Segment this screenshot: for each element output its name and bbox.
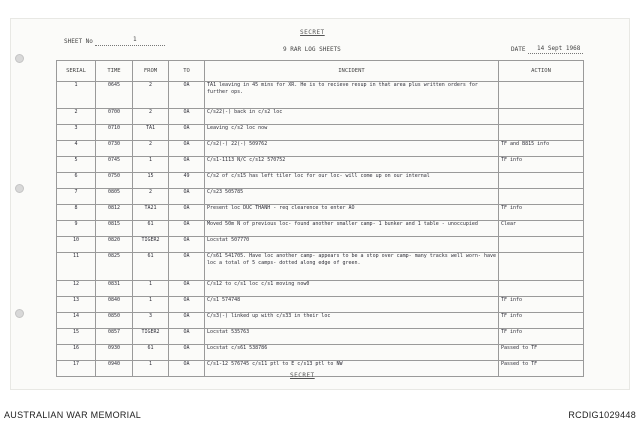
table-row <box>57 157 584 173</box>
incident-log-table <box>56 60 584 377</box>
table-row <box>57 329 584 345</box>
serial-cell: 6 <box>57 173 96 189</box>
table-row <box>57 125 584 141</box>
action-cell: Passed to TF <box>499 361 584 377</box>
serial-cell: 13 <box>57 297 96 313</box>
serial-cell: 11 <box>57 253 96 281</box>
from-cell: TA21 <box>133 205 169 221</box>
column-header-action: ACTION <box>499 61 584 82</box>
table-row <box>57 109 584 125</box>
to-cell: OA <box>169 281 205 297</box>
serial-cell: 5 <box>57 157 96 173</box>
serial-cell: 9 <box>57 221 96 237</box>
action-cell <box>499 82 584 109</box>
action-cell <box>499 189 584 205</box>
punch-hole <box>15 309 24 318</box>
time-cell: 0750 <box>96 173 133 189</box>
table-row <box>57 205 584 221</box>
serial-cell: 14 <box>57 313 96 329</box>
serial-cell: 4 <box>57 141 96 157</box>
incident-cell: C/s3(-) linked up with c/s33 in their loc <box>205 313 499 329</box>
serial-cell: 8 <box>57 205 96 221</box>
from-cell: TIGER2 <box>133 237 169 253</box>
from-cell: 2 <box>133 109 169 125</box>
serial-cell: 17 <box>57 361 96 377</box>
action-cell <box>499 125 584 141</box>
serial-cell: 10 <box>57 237 96 253</box>
to-cell: OA <box>169 205 205 221</box>
incident-cell: Locstat 535763 <box>205 329 499 345</box>
action-cell <box>499 109 584 125</box>
to-cell: OA <box>169 297 205 313</box>
serial-cell: 3 <box>57 125 96 141</box>
from-cell: TA1 <box>133 125 169 141</box>
from-cell: 1 <box>133 361 169 377</box>
action-cell: TF info <box>499 313 584 329</box>
action-cell <box>499 237 584 253</box>
bottom-classification: SECRET <box>290 372 315 379</box>
table-header-row <box>57 61 584 82</box>
from-cell: 2 <box>133 141 169 157</box>
action-cell: TF info <box>499 329 584 345</box>
incident-cell: C/s1-1113 N/C c/s12 570752 <box>205 157 499 173</box>
to-cell: 49 <box>169 173 205 189</box>
to-cell: OA <box>169 82 205 109</box>
serial-cell: 2 <box>57 109 96 125</box>
time-cell: 0840 <box>96 297 133 313</box>
incident-cell: Locstat 507770 <box>205 237 499 253</box>
from-cell: 2 <box>133 189 169 205</box>
time-cell: 0825 <box>96 253 133 281</box>
to-cell: OA <box>169 189 205 205</box>
table-row <box>57 253 584 281</box>
from-cell: TIGER2 <box>133 329 169 345</box>
time-cell: 0645 <box>96 82 133 109</box>
serial-cell: 15 <box>57 329 96 345</box>
from-cell: 1 <box>133 157 169 173</box>
column-header-from: FROM <box>133 61 169 82</box>
sheet-number: 1 <box>133 36 137 43</box>
table-row <box>57 141 584 157</box>
column-header-time: TIME <box>96 61 133 82</box>
incident-cell: Leaving c/s2 loc now <box>205 125 499 141</box>
table-row <box>57 221 584 237</box>
table-row <box>57 281 584 297</box>
time-cell: 0730 <box>96 141 133 157</box>
from-cell: 2 <box>133 82 169 109</box>
top-classification: SECRET <box>300 29 325 36</box>
incident-cell: C/s2(-) 22(-) 509762 <box>205 141 499 157</box>
serial-cell: 16 <box>57 345 96 361</box>
incident-cell: C/s22(-) back in c/s2 loc <box>205 109 499 125</box>
column-header-incident: INCIDENT <box>205 61 499 82</box>
incident-cell: C/s1-12 576745 c/s11 ptl to E c/s13 ptl to NW <box>205 361 499 377</box>
from-cell: 3 <box>133 313 169 329</box>
time-cell: 0857 <box>96 329 133 345</box>
column-header-to: TO <box>169 61 205 82</box>
action-cell: Clear <box>499 221 584 237</box>
action-cell: TF info <box>499 205 584 221</box>
incident-cell: Present loc DUC THANH - req clearence to enter AO <box>205 205 499 221</box>
to-cell: OA <box>169 125 205 141</box>
time-cell: 0815 <box>96 221 133 237</box>
to-cell: OA <box>169 329 205 345</box>
time-cell: 0745 <box>96 157 133 173</box>
incident-cell: C/s61 541705. Have loc another camp- appears to be a stop over camp- many tracks well worn- have loc a total of 5 camps- dotted along edge of green. <box>205 253 499 281</box>
date-value: 14 Sept 1968 <box>537 45 581 52</box>
to-cell: OA <box>169 345 205 361</box>
action-cell <box>499 173 584 189</box>
incident-cell: C/s2 of c/s15 has left tiler loc for our loc- will come up on our internal <box>205 173 499 189</box>
action-cell <box>499 281 584 297</box>
table-row <box>57 361 584 377</box>
time-cell: 0940 <box>96 361 133 377</box>
date-label: DATE <box>511 46 526 53</box>
incident-cell: C/s12 to c/s1 loc c/s1 moving now0 <box>205 281 499 297</box>
table-row <box>57 173 584 189</box>
incident-cell: TA1 leaving in 45 mins for XR. He is to recieve resup in that area plus written orders for further ops. <box>205 82 499 109</box>
table-row <box>57 82 584 109</box>
to-cell: OA <box>169 253 205 281</box>
action-cell: Passed to TF <box>499 345 584 361</box>
from-cell: 1 <box>133 281 169 297</box>
archive-reference: RCDIG1029448 <box>568 410 636 420</box>
punch-hole <box>15 184 24 193</box>
incident-cell: C/s1 574748 <box>205 297 499 313</box>
to-cell: OA <box>169 157 205 173</box>
log-title: 9 RAR LOG SHEETS <box>283 46 341 53</box>
action-cell: TF and B815 info <box>499 141 584 157</box>
from-cell: 1 <box>133 297 169 313</box>
table-row <box>57 189 584 205</box>
from-cell: 61 <box>133 253 169 281</box>
time-cell: 0820 <box>96 237 133 253</box>
from-cell: 61 <box>133 345 169 361</box>
punch-hole <box>15 54 24 63</box>
time-cell: 0831 <box>96 281 133 297</box>
incident-cell: C/s23 505785 <box>205 189 499 205</box>
to-cell: OA <box>169 361 205 377</box>
incident-cell: Moved 50m N of previous loc- found another smaller camp- 1 bunker and 1 table - unoccupied <box>205 221 499 237</box>
from-cell: 61 <box>133 221 169 237</box>
to-cell: OA <box>169 221 205 237</box>
action-cell: TF info <box>499 157 584 173</box>
time-cell: 0700 <box>96 109 133 125</box>
to-cell: OA <box>169 109 205 125</box>
table-row <box>57 237 584 253</box>
to-cell: OA <box>169 313 205 329</box>
action-cell <box>499 253 584 281</box>
from-cell: 15 <box>133 173 169 189</box>
time-cell: 0805 <box>96 189 133 205</box>
table-row <box>57 345 584 361</box>
table-row <box>57 297 584 313</box>
action-cell: TF info <box>499 297 584 313</box>
archive-credit: AUSTRALIAN WAR MEMORIAL <box>4 410 142 420</box>
column-header-serial: SERIAL <box>57 61 96 82</box>
time-cell: 0930 <box>96 345 133 361</box>
time-cell: 0850 <box>96 313 133 329</box>
time-cell: 0710 <box>96 125 133 141</box>
serial-cell: 1 <box>57 82 96 109</box>
to-cell: OA <box>169 237 205 253</box>
sheet-label: SHEET No <box>64 38 93 45</box>
time-cell: 0812 <box>96 205 133 221</box>
serial-cell: 7 <box>57 189 96 205</box>
table-row <box>57 313 584 329</box>
serial-cell: 12 <box>57 281 96 297</box>
to-cell: OA <box>169 141 205 157</box>
incident-cell: Locstat c/s61 538786 <box>205 345 499 361</box>
